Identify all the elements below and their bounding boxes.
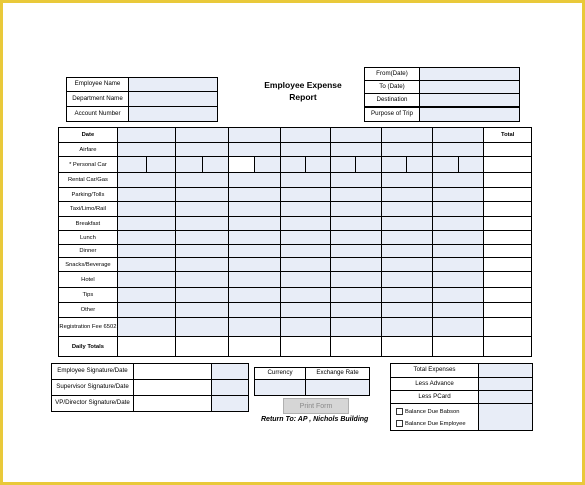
expense-row [59,337,532,357]
expense-row [59,303,532,318]
date-input[interactable] [229,128,280,143]
expense-input-cell[interactable] [280,217,330,231]
expense-input-cell[interactable] [381,173,432,188]
car-miles-input[interactable] [229,157,255,172]
employee-name-label: Employee Name [66,77,129,92]
expense-input-cell[interactable] [331,272,381,288]
expense-input-cell[interactable] [381,202,432,217]
expense-input-cell[interactable] [331,157,381,173]
currency-label: Currency [254,367,306,380]
expense-row [59,318,532,337]
expense-input-cell[interactable] [331,318,381,337]
expense-row-label: Other [59,303,118,318]
expense-input-cell[interactable] [381,258,432,272]
car-amount-input[interactable] [356,157,380,172]
expense-input-cell[interactable] [229,173,280,188]
from-date-input[interactable] [419,67,520,81]
expense-input-cell[interactable] [176,217,229,231]
expense-row-label: Registration Fee 6502 [59,318,118,337]
currency-block [254,367,370,396]
expense-input-cell[interactable] [331,188,381,202]
expense-row [59,188,532,202]
supervisor-signature-label: Supervisor Signature/Date [51,379,134,396]
row-total-cell [484,217,532,231]
expense-input-cell[interactable] [117,188,175,202]
row-total-cell [484,143,532,157]
expense-row-label: Snacks/Beverage [59,258,118,272]
expense-input-cell[interactable] [117,303,175,318]
expense-input-cell[interactable] [280,303,330,318]
expense-input-cell[interactable] [117,173,175,188]
row-total-cell [484,318,532,337]
expense-input-cell[interactable] [433,231,484,245]
expense-input-cell[interactable] [433,188,484,202]
expense-input-cell[interactable] [381,157,432,173]
expense-input-cell[interactable] [381,188,432,202]
expense-input-cell[interactable] [117,258,175,272]
car-miles-input[interactable] [433,157,459,172]
expense-input-cell[interactable] [280,143,330,157]
trip-info-block [364,67,520,122]
car-amount-input[interactable] [459,157,484,172]
expense-input-cell[interactable] [176,272,229,288]
expense-input-cell[interactable] [280,188,330,202]
expense-input-cell[interactable] [331,288,381,303]
to-date-input[interactable] [419,80,520,94]
less-pcard-label: Less PCard [390,390,479,404]
expense-input-cell[interactable] [280,202,330,217]
balance-babson-checkbox[interactable] [396,408,403,415]
expense-input-cell[interactable] [381,303,432,318]
date-input[interactable] [176,128,229,143]
expense-input-cell[interactable] [117,202,175,217]
expense-input-cell[interactable] [433,303,484,318]
row-total-cell [484,272,532,288]
to-date-label: To (Date) [364,80,420,94]
expense-input-cell[interactable] [176,173,229,188]
expense-input-cell[interactable] [381,217,432,231]
daily-total-cell [229,337,280,357]
expense-row-label: Lunch [59,231,118,245]
destination-label: Destination [364,93,420,107]
daily-total-cell [117,337,175,357]
car-amount-input[interactable] [147,157,175,172]
car-miles-input[interactable] [382,157,408,172]
expense-row-label: Daily Totals [59,337,118,357]
row-total-cell [484,231,532,245]
expense-input-cell[interactable] [381,143,432,157]
car-miles-input[interactable] [118,157,147,172]
date-input[interactable] [331,128,381,143]
expense-input-cell[interactable] [280,318,330,337]
row-total-cell [484,157,532,173]
exchange-rate-input[interactable] [305,379,370,396]
print-form-button[interactable]: Print Form [283,398,349,414]
expense-row [59,288,532,303]
expense-input-cell[interactable] [381,288,432,303]
expense-row [59,143,532,157]
row-total-cell [484,173,532,188]
expense-input-cell[interactable] [229,157,280,173]
grid-header-row [59,128,532,143]
expense-row [59,217,532,231]
expense-input-cell[interactable] [229,245,280,258]
expense-input-cell[interactable] [117,231,175,245]
expense-row-label: Rental Car/Gas [59,173,118,188]
balance-employee-label: Balance Due Employee [405,421,466,428]
vp-signature-date[interactable] [211,395,249,412]
vp-signature-field[interactable] [133,395,212,412]
car-miles-input[interactable] [176,157,203,172]
row-total-cell [484,288,532,303]
expense-input-cell[interactable] [229,217,280,231]
daily-total-cell [176,337,229,357]
expense-input-cell[interactable] [331,258,381,272]
expense-input-cell[interactable] [229,202,280,217]
expense-grid [58,127,532,357]
expense-row-label: Taxi/Limo/Rail [59,202,118,217]
car-amount-input[interactable] [255,157,280,172]
expense-row-label: Parking/Tolls [59,188,118,202]
balance-employee-checkbox[interactable] [396,420,403,427]
exchange-rate-label: Exchange Rate [305,367,370,380]
expense-input-cell[interactable] [331,217,381,231]
employee-signature-field[interactable] [133,363,212,380]
expense-input-cell[interactable] [331,303,381,318]
currency-input[interactable] [254,379,306,396]
form-title [248,79,358,103]
car-miles-input[interactable] [281,157,306,172]
balance-babson-option[interactable] [396,408,459,415]
expense-row [59,245,532,258]
total-expenses-label: Total Expenses [390,363,479,378]
expense-input-cell[interactable] [176,202,229,217]
expense-input-cell[interactable] [229,258,280,272]
expense-input-cell[interactable] [176,318,229,337]
expense-input-cell[interactable] [433,272,484,288]
less-advance-input[interactable] [478,377,533,391]
expense-input-cell[interactable] [280,288,330,303]
expense-input-cell[interactable] [117,217,175,231]
expense-input-cell[interactable] [229,303,280,318]
less-pcard-input[interactable] [478,390,533,404]
supervisor-signature-date[interactable] [211,379,249,396]
date-input[interactable] [117,128,175,143]
summary-block [390,363,533,431]
car-miles-input[interactable] [331,157,356,172]
expense-input-cell[interactable] [433,245,484,258]
expense-input-cell[interactable] [229,231,280,245]
expense-input-cell[interactable] [117,272,175,288]
supervisor-signature-field[interactable] [133,379,212,396]
expense-input-cell[interactable] [381,245,432,258]
daily-total-cell [280,337,330,357]
expense-input-cell[interactable] [280,157,330,173]
expense-row-label: Airfare [59,143,118,157]
expense-input-cell[interactable] [280,258,330,272]
purpose-of-trip-input[interactable] [419,107,520,122]
expense-input-cell[interactable] [433,258,484,272]
expense-input-cell[interactable] [381,231,432,245]
expense-input-cell[interactable] [229,318,280,337]
expense-input-cell[interactable] [176,157,229,173]
expense-input-cell[interactable] [176,303,229,318]
expense-input-cell[interactable] [117,288,175,303]
balance-babson-label: Balance Due Babson [405,409,460,416]
expense-input-cell[interactable] [331,245,381,258]
total-header: Total [484,128,532,143]
total-expenses-input[interactable] [478,363,533,378]
expense-input-cell[interactable] [381,272,432,288]
expense-row [59,258,532,272]
expense-input-cell[interactable] [280,245,330,258]
expense-input-cell[interactable] [280,272,330,288]
expense-input-cell[interactable] [331,143,381,157]
expense-row [59,173,532,188]
department-name-input[interactable] [128,91,218,107]
expense-input-cell[interactable] [331,231,381,245]
expense-input-cell[interactable] [117,143,175,157]
daily-total-cell [381,337,432,357]
expense-input-cell[interactable] [117,245,175,258]
expense-row [59,272,532,288]
date-header: Date [59,128,118,143]
date-input[interactable] [280,128,330,143]
expense-input-cell[interactable] [433,202,484,217]
daily-total-cell [433,337,484,357]
expense-input-cell[interactable] [433,173,484,188]
expense-input-cell[interactable] [433,318,484,337]
car-amount-input[interactable] [306,157,330,172]
car-amount-input[interactable] [203,157,229,172]
purpose-of-trip-label: Purpose of Trip [364,107,420,122]
expense-input-cell[interactable] [433,217,484,231]
less-advance-label: Less Advance [390,377,479,391]
expense-row-label: Breakfast [59,217,118,231]
row-total-cell [484,188,532,202]
account-number-input[interactable] [128,106,218,122]
expense-input-cell[interactable] [433,288,484,303]
destination-input[interactable] [419,93,520,107]
expense-row-label: Hotel [59,272,118,288]
employee-signature-date[interactable] [211,363,249,380]
expense-input-cell[interactable] [229,288,280,303]
expense-form-page [3,3,582,482]
vp-signature-label: VP/Director Signature/Date [51,395,134,412]
expense-input-cell[interactable] [381,318,432,337]
expense-input-cell[interactable] [229,272,280,288]
expense-row-label: Dinner [59,245,118,258]
title-line-2: Report [289,92,317,102]
expense-input-cell[interactable] [176,288,229,303]
return-to-text: Return To: AP , Nichols Building [261,416,369,423]
department-name-label: Department Name [66,91,129,107]
account-number-label: Account Number [66,106,129,122]
expense-input-cell[interactable] [433,157,484,173]
expense-input-cell[interactable] [331,202,381,217]
row-total-cell [484,303,532,318]
date-input[interactable] [433,128,484,143]
expense-input-cell[interactable] [229,143,280,157]
title-line-1: Employee Expense [264,80,342,90]
expense-input-cell[interactable] [176,231,229,245]
date-input[interactable] [381,128,432,143]
expense-input-cell[interactable] [117,157,175,173]
row-total-cell [484,258,532,272]
car-amount-input[interactable] [407,157,432,172]
expense-input-cell[interactable] [176,188,229,202]
expense-input-cell[interactable] [433,143,484,157]
balance-due-cell [390,403,479,431]
expense-input-cell[interactable] [280,173,330,188]
balance-due-input[interactable] [478,403,533,431]
balance-employee-option[interactable] [396,420,466,427]
expense-input-cell[interactable] [229,188,280,202]
expense-row [59,202,532,217]
employee-name-input[interactable] [128,77,218,92]
expense-row [59,157,532,173]
signature-block [51,363,249,412]
row-total-cell [484,202,532,217]
expense-input-cell[interactable] [176,258,229,272]
expense-input-cell[interactable] [176,245,229,258]
expense-row-label: * Personal Car [59,157,118,173]
employee-signature-label: Employee Signature/Date [51,363,134,380]
employee-info-block [66,77,218,123]
row-total-cell [484,245,532,258]
row-total-cell [484,337,532,357]
expense-input-cell[interactable] [331,173,381,188]
expense-input-cell[interactable] [176,143,229,157]
expense-input-cell[interactable] [117,318,175,337]
expense-row [59,231,532,245]
expense-row-label: Tips [59,288,118,303]
daily-total-cell [331,337,381,357]
from-date-label: From(Date) [364,67,420,81]
expense-input-cell[interactable] [280,231,330,245]
